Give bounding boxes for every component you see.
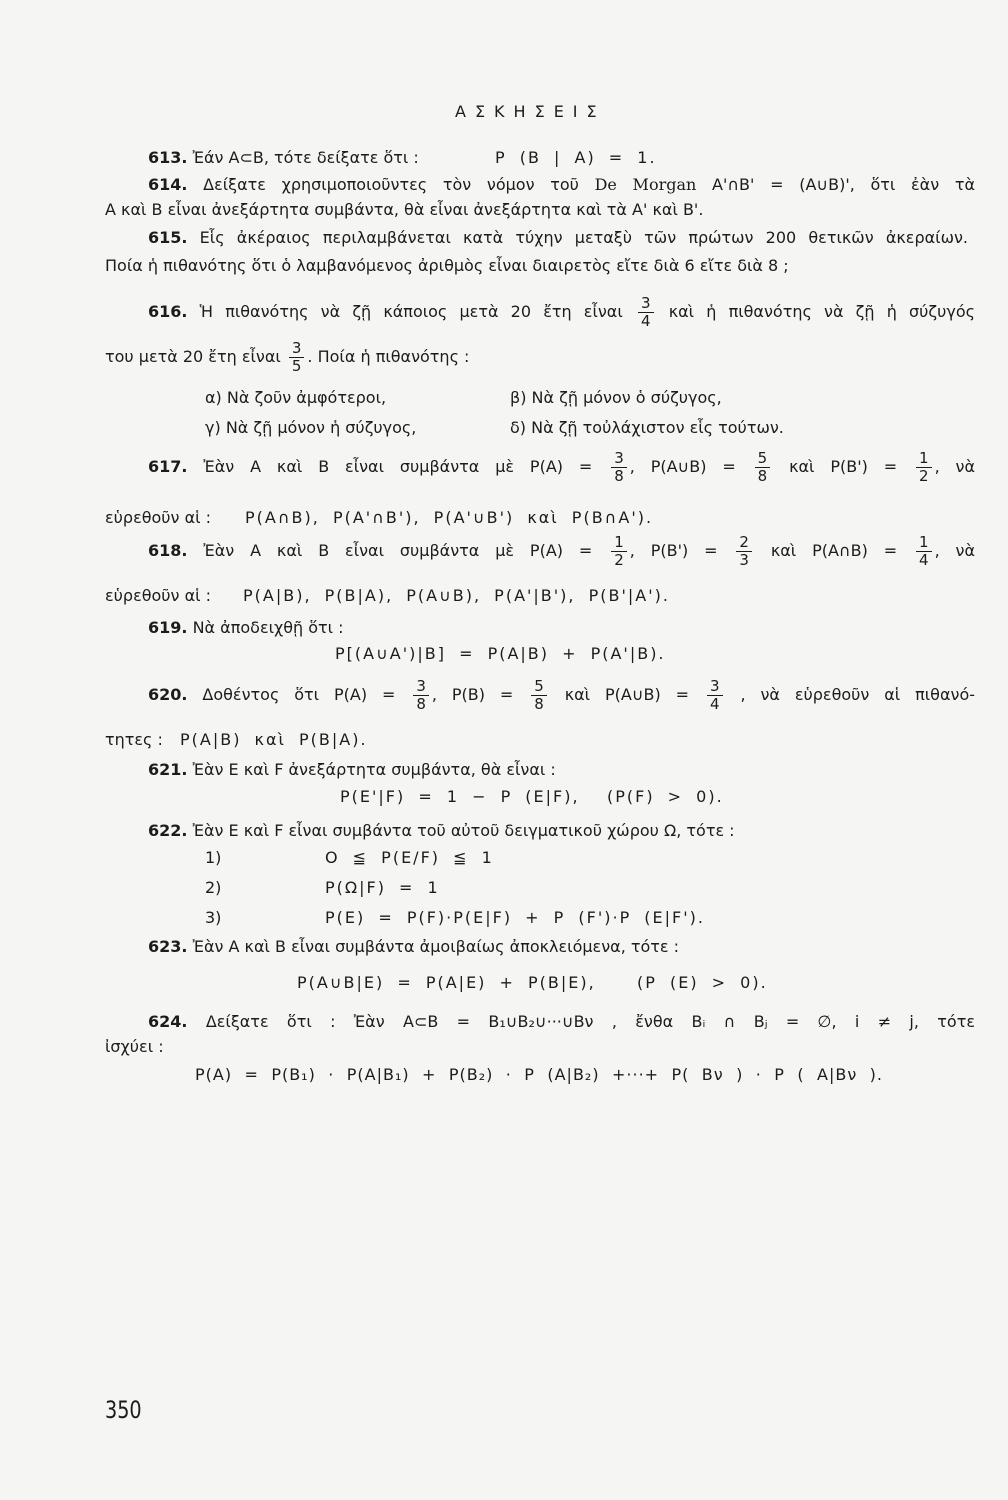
exercise-text: A'∩B' = (A∪B)', ὅτι ἐὰν τὰ	[712, 175, 975, 194]
exercise-text: του μετὰ 20 ἔτη εἶναι	[105, 347, 281, 366]
exercise-text: Δοθέντος ὅτι P(A) =	[202, 685, 396, 704]
option-b	[510, 386, 722, 410]
fraction-denominator: 2	[919, 467, 929, 485]
item-label: 1)	[205, 848, 222, 867]
fraction	[611, 534, 627, 569]
exercise-620-formula: P(A|B) καὶ P(B|A).	[180, 730, 368, 749]
exercise-text: καὶ P(B') =	[789, 457, 898, 476]
exercise-622-line-1	[148, 819, 735, 843]
fraction-numerator: 3	[289, 340, 305, 358]
fraction-denominator: 4	[640, 312, 651, 330]
exercise-text: Ἐὰν E καὶ F εἶναι συμβάντα τοῦ αὐτοῦ δειγματικοῦ χώρου Ω, τότε :	[192, 821, 735, 840]
exercise-614-line-1	[148, 173, 975, 197]
option-text: Νὰ ζῇ μόνον ὁ σύζυγος,	[531, 388, 722, 407]
fraction-numerator: 5	[755, 450, 771, 468]
exercise-text: , P(B') =	[629, 541, 718, 560]
fraction-denominator: 4	[710, 695, 720, 713]
exercise-number: 613.	[148, 148, 188, 167]
option-a	[205, 386, 386, 410]
option-label: β)	[510, 388, 527, 407]
exercise-618-line-2: εὑρεθοῦν αἱ :	[105, 586, 212, 605]
fraction	[638, 295, 654, 330]
exercise-618-line-1	[148, 533, 976, 569]
exercise-616-line-1	[148, 294, 976, 330]
exercise-624-line-2: ἰσχύει :	[105, 1037, 164, 1056]
exercise-616-line-2	[105, 339, 470, 375]
exercise-number: 615.	[148, 228, 188, 247]
exercise-text: , νὰ εὑρεθοῦν αἱ πιθανό-	[740, 685, 976, 704]
option-text: Νὰ ζῇ μόνον ἡ σύζυγος,	[225, 418, 417, 437]
exercise-text: Νὰ ἀποδειχθῇ ὅτι :	[192, 618, 344, 637]
fraction	[531, 678, 547, 713]
fraction	[736, 534, 752, 569]
fraction-denominator: 8	[416, 695, 426, 713]
exercise-number: 623.	[148, 937, 188, 956]
exercise-text: Ἐὰν A καὶ B εἶναι συμβάντα μὲ P(A) =	[203, 541, 593, 560]
exercise-text: καὶ P(A∪B) =	[564, 685, 690, 704]
exercise-text: Ἐάν A⊂B, τότε δείξατε ὅτι :	[192, 148, 419, 167]
fraction-numerator: 3	[413, 678, 429, 696]
exercise-number: 621.	[148, 760, 188, 779]
exercise-text: Εἷς ἀκέραιος περιλαμβάνεται κατὰ τύχην μεταξὺ τῶν πρώτων 200 θετικῶν ἀκεραίων.	[199, 228, 968, 247]
exercise-619-line-1	[148, 616, 344, 640]
fraction	[916, 534, 932, 569]
exercise-number: 614.	[148, 175, 188, 194]
fraction-numerator: 1	[916, 450, 932, 468]
exercise-621-condition: (P(F) > 0).	[607, 787, 724, 806]
exercise-615-line-1	[148, 226, 968, 250]
exercise-620-line-2: τητες :	[105, 730, 163, 749]
exercise-text: , P(A∪B) =	[629, 457, 736, 476]
exercise-number: 617.	[148, 457, 188, 476]
fraction-denominator: 8	[757, 467, 768, 485]
exercise-621-line-1	[148, 758, 556, 782]
exercise-613-formula: P (B | A) = 1.	[495, 148, 657, 167]
fraction-denominator: 5	[291, 357, 302, 375]
exercise-620-line-1	[148, 677, 976, 713]
fraction-denominator: 3	[739, 551, 749, 569]
fraction	[611, 450, 627, 485]
exercise-text: Ἐὰν A καὶ B εἶναι συμβάντα μὲ P(A) =	[203, 457, 593, 476]
exercise-617-formula: P(A∩B), P(A'∩B'), P(A'∪B') καὶ P(B∩A').	[245, 508, 654, 527]
fraction-denominator: 8	[534, 695, 544, 713]
fraction-denominator: 4	[919, 551, 929, 569]
exercise-624-formula: P(A) = P(B₁) · P(A|B₁) + P(B₂) · P (A|B₂) +···+ P( Bν ) · P ( A|Bν ).	[195, 1065, 883, 1084]
exercise-number: 619.	[148, 618, 188, 637]
option-d	[510, 416, 784, 440]
item-label: 3)	[205, 908, 222, 927]
exercise-number: 622.	[148, 821, 188, 840]
fraction	[916, 450, 932, 485]
de-morgan-name: De Morgan	[594, 175, 697, 194]
exercise-623-formula: P(A∪B|E) = P(A|E) + P(B|E),	[297, 973, 596, 992]
exercise-text: , νὰ	[934, 541, 976, 560]
exercise-text: καὶ ἡ πιθανότης νὰ ζῇ ἡ σύζυγός	[668, 302, 976, 321]
fraction-numerator: 5	[531, 678, 547, 696]
exercise-text: Ἐὰν E καὶ F ἀνεξάρτητα συμβάντα, θὰ εἶναι :	[192, 760, 556, 779]
fraction-numerator: 3	[611, 450, 627, 468]
fraction-numerator: 1	[611, 534, 627, 552]
fraction	[413, 678, 429, 713]
exercise-623-line-1	[148, 935, 679, 959]
option-label: δ)	[510, 418, 527, 437]
fraction	[707, 678, 723, 713]
exercise-text: καὶ P(A∩B) =	[770, 541, 898, 560]
exercise-text: Ἡ πιθανότης νὰ ζῇ κάποιος μετὰ 20 ἔτη εἶναι	[199, 302, 623, 321]
fraction-denominator: 2	[614, 551, 624, 569]
item-formula: O ≦ P(E/F) ≦ 1	[325, 848, 494, 867]
exercise-619-formula: P[(A∪A')|B] = P(A|B) + P(A'|B).	[335, 644, 666, 663]
option-text: Νὰ ζοῦν ἀμφότεροι,	[226, 388, 387, 407]
fraction	[289, 340, 305, 375]
option-label: γ)	[205, 418, 221, 437]
fraction-denominator: 8	[614, 467, 624, 485]
fraction	[755, 450, 771, 485]
exercise-number: 616.	[148, 302, 188, 321]
exercise-621-formula: P(E'|F) = 1 − P (E|F),	[340, 787, 580, 806]
item-label: 2)	[205, 878, 222, 897]
exercise-623-condition: (P (E) > 0).	[637, 973, 768, 992]
fraction-numerator: 1	[916, 534, 932, 552]
option-label: α)	[205, 388, 222, 407]
option-c	[205, 416, 416, 440]
item-formula: P(Ω|F) = 1	[325, 878, 440, 897]
exercise-618-formula: P(A|B), P(B|A), P(A∪B), P(A'|B'), P(B'|A').	[243, 586, 670, 605]
option-text: Νὰ ζῇ τοὐλάχιστον εἷς τούτων.	[531, 418, 784, 437]
page-number: 350	[105, 1396, 142, 1424]
exercise-text: . Ποία ἡ πιθανότης :	[307, 347, 470, 366]
fraction-numerator: 3	[638, 295, 654, 313]
exercise-number: 624.	[148, 1012, 188, 1031]
exercise-617-line-2: εὑρεθοῦν αἱ :	[105, 508, 212, 527]
exercise-624-line-1	[148, 1010, 975, 1034]
exercise-number: 620.	[148, 685, 188, 704]
exercise-text: Δείξατε χρησιμοποιοῦντες τὸν νόμον τοῦ	[203, 175, 579, 194]
section-heading: ΑΣΚΗΣΕΙΣ	[455, 102, 606, 121]
item-formula: P(E) = P(F)·P(E|F) + P (F')·P (E|F').	[325, 908, 705, 927]
exercise-text: , P(B) =	[431, 685, 514, 704]
exercise-615-line-2: Ποία ἡ πιθανότης ὅτι ὁ λαμβανόμενος ἀριθμὸς εἶναι διαιρετὸς εἴτε διὰ 6 εἴτε διὰ 8 ;	[105, 256, 789, 275]
exercise-text: Δείξατε ὅτι : Ἐὰν A⊂B = B₁∪B₂∪···∪Bν , ἔνθα Bᵢ ∩ Bⱼ = ∅, i ≠ j, τότε	[205, 1012, 976, 1031]
exercise-number: 618.	[148, 541, 188, 560]
fraction-numerator: 3	[707, 678, 723, 696]
exercise-614-line-2: A καὶ B εἶναι ἀνεξάρτητα συμβάντα, θὰ εἶναι ἀνεξάρτητα καὶ τὰ A' καὶ B'.	[105, 200, 704, 219]
exercise-613-line-1	[148, 146, 419, 170]
fraction-numerator: 2	[736, 534, 752, 552]
exercise-text: , νὰ	[934, 457, 976, 476]
exercise-text: Ἐὰν A καὶ B εἶναι συμβάντα ἀμοιβαίως ἀποκλειόμενα, τότε :	[192, 937, 680, 956]
exercise-617-line-1	[148, 449, 976, 485]
